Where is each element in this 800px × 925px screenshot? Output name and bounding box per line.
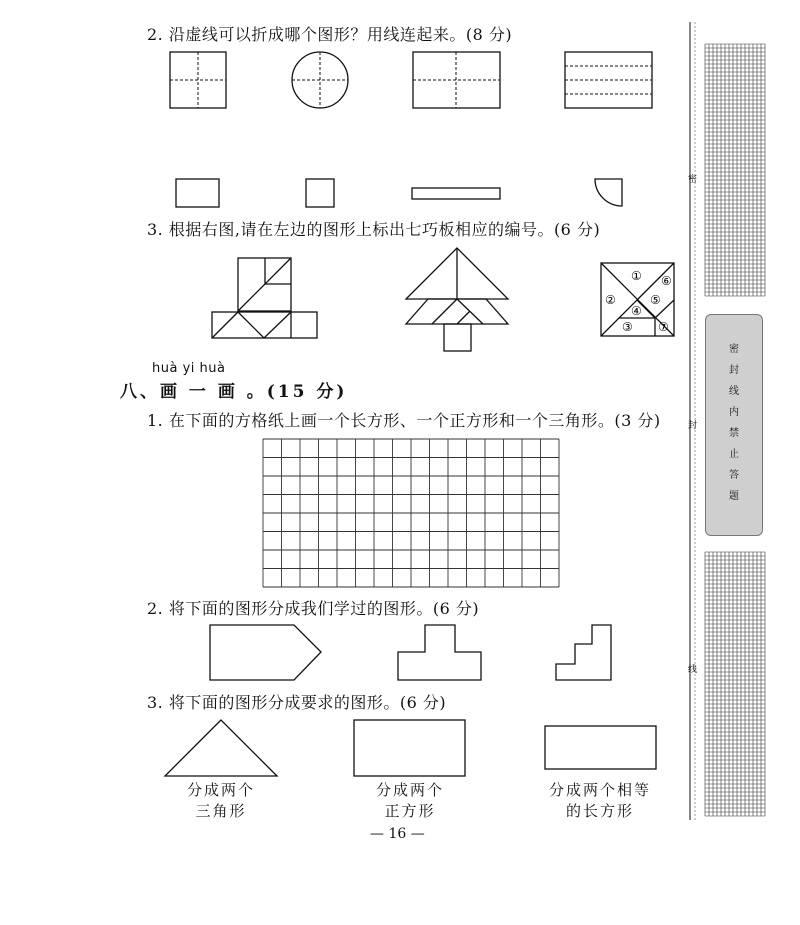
banner-char: 答 — [729, 470, 739, 481]
banner-char: 题 — [729, 491, 739, 502]
question-2-fold-text: 2. 沿虚线可以折成哪个图形？用线连起来。(8 分) — [147, 25, 513, 44]
sidebar-warning-banner — [705, 314, 763, 536]
section-8-title: 八、画 一 画 。(15 分) — [120, 382, 348, 402]
banner-char: 线 — [729, 386, 739, 397]
sidebar-label-mid: 封 — [688, 421, 698, 431]
caption-squares-line1: 分成两个 — [375, 781, 444, 799]
banner-char: 禁 — [729, 428, 739, 439]
banner-text — [706, 315, 762, 507]
banner-char: 封 — [729, 365, 739, 376]
section-8-pinyin: huà yi huà — [152, 361, 226, 376]
sidebar-label-bottom: 线 — [688, 665, 698, 675]
question-8-2-text: 2. 将下面的图形分成我们学过的图形。(6 分) — [147, 599, 480, 618]
page-number: — 16 — — [370, 826, 425, 842]
tangram-label-1: ① — [631, 269, 642, 283]
question-3-tangram-text: 3. 根据右图,请在左边的图形上标出七巧板相应的编号。(6 分) — [147, 220, 601, 239]
sidebar-grid-bottom — [705, 552, 765, 816]
sidebar-label-top: 密 — [688, 175, 698, 185]
caption-equal-line1: 分成两个相等 — [548, 781, 651, 799]
tangram-label-4: ④ — [631, 304, 642, 318]
question-8-3-text: 3. 将下面的图形分成要求的图形。(6 分) — [147, 693, 447, 712]
tangram-label-6: ⑥ — [661, 274, 672, 288]
caption-equal-line2: 的长方形 — [565, 802, 634, 820]
tangram-label-7: ⑦ — [658, 320, 669, 334]
sidebar-grid-top — [705, 44, 765, 296]
banner-char: 止 — [729, 449, 739, 460]
caption-triangle-line1: 分成两个 — [186, 781, 255, 799]
tangram-label-5: ⑤ — [650, 293, 661, 307]
banner-char: 内 — [729, 407, 739, 418]
tangram-label-3: ③ — [622, 320, 633, 334]
caption-squares-line2: 正方形 — [384, 802, 436, 820]
tangram-label-2: ② — [605, 293, 616, 307]
caption-triangle-line2: 三角形 — [195, 802, 247, 820]
question-8-1-text: 1. 在下面的方格纸上画一个长方形、一个正方形和一个三角形。(3 分) — [147, 411, 661, 430]
banner-char: 密 — [729, 344, 739, 355]
